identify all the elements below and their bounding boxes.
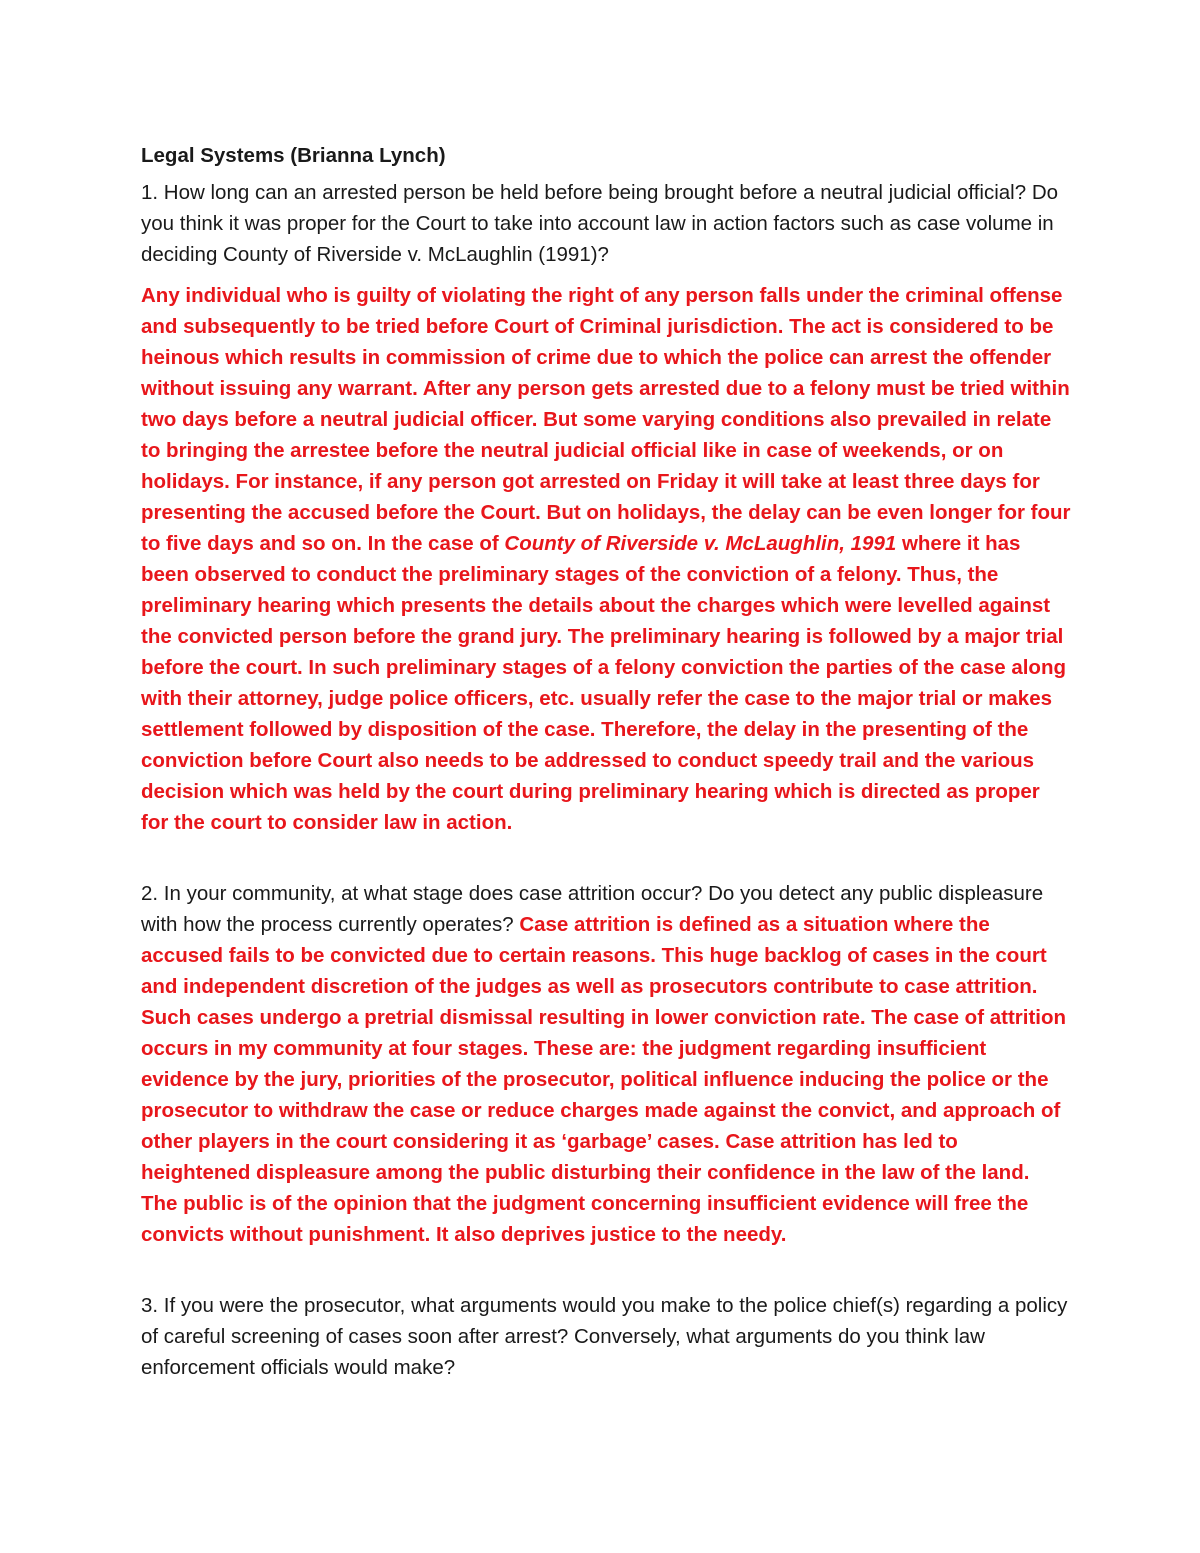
spacer (141, 838, 1071, 878)
spacer (141, 1250, 1071, 1290)
document-title: Legal Systems (Brianna Lynch) (141, 144, 446, 167)
question-3: 3. If you were the prosecutor, what arguments would you make to the police chief(s) regarding a policy of careful screening of cases soon after arrest? Conversely, what arguments do you think law enforcement officials would make? (141, 1294, 1068, 1379)
answer-1-case-citation: County of Riverside v. McLaughlin, 1991 (504, 532, 897, 555)
answer-1 (141, 280, 1071, 838)
document-page (141, 140, 1071, 1383)
answer-2: Case attrition is defined as a situation where the accused fails to be convicted due to certain reasons. This huge backlog of cases in the court and independent discretion of the judges as well as prosecutors contribute to case attrition. Such cases undergo a pretrial dismissal resulting in lower conviction rate. The case of attrition occurs in my community at four stages. These are: the judgment regarding insufficient evidence by the jury, priorities of the prosecutor, political influence inducing the police or the prosecutor to withdraw the case or reduce charges made against the convict, and approach of other players in the court considering it as ‘garbage’ cases. Case attrition has led to heightened displeasure among the public disturbing their confidence in the law of the land. The public is of the opinion that the judgment concerning insufficient evidence will free the convicts without punishment. It also deprives justice to the needy. (141, 913, 1067, 1246)
answer-1-part2: where it has been observed to conduct the preliminary stages of the conviction of a felony. Thus, the preliminary hearing which presents the details about the charges which were levelled against the convicted person before the grand jury. The preliminary hearing is followed by a major trial before the court. In such preliminary stages of a felony conviction the parties of the case along with their attorney, judge police officers, etc. usually refer the case to the major trial or makes settlement followed by disposition of the case. Therefore, the delay in the presenting of the conviction before Court also needs to be addressed to conduct speedy trail and the various decision which was held by the court during preliminary hearing which is directed as proper for the court to consider law in action. (141, 532, 1066, 834)
question-2-paragraph (141, 878, 1071, 1250)
question-1: 1. How long can an arrested person be held before being brought before a neutral judicial official? Do you think it was proper for the Court to take into account law in action factors such as case volume in deciding County of Riverside v. McLaughlin (1991)? (141, 181, 1059, 266)
question-2: 2. In your community, at what stage does case attrition occur? Do you detect any public displeasure with how the process currently operates? (141, 882, 1044, 936)
answer-1-part1: Any individual who is guilty of violating the right of any person falls under the criminal offense and subsequently to be tried before Court of Criminal jurisdiction. The act is considered to be heinous which results in commission of crime due to which the police can arrest the offender without issuing any warrant. After any person gets arrested due to a felony must be tried within two days before a neutral judicial officer. But some varying conditions also prevailed in relate to bringing the arrestee before the neutral judicial official like in case of weekends, or on holidays. For instance, if any person got arrested on Friday it will take at least three days for presenting the accused before the Court. But on holidays, the delay can be even longer for four to five days and so on. In the case of (141, 284, 1071, 555)
